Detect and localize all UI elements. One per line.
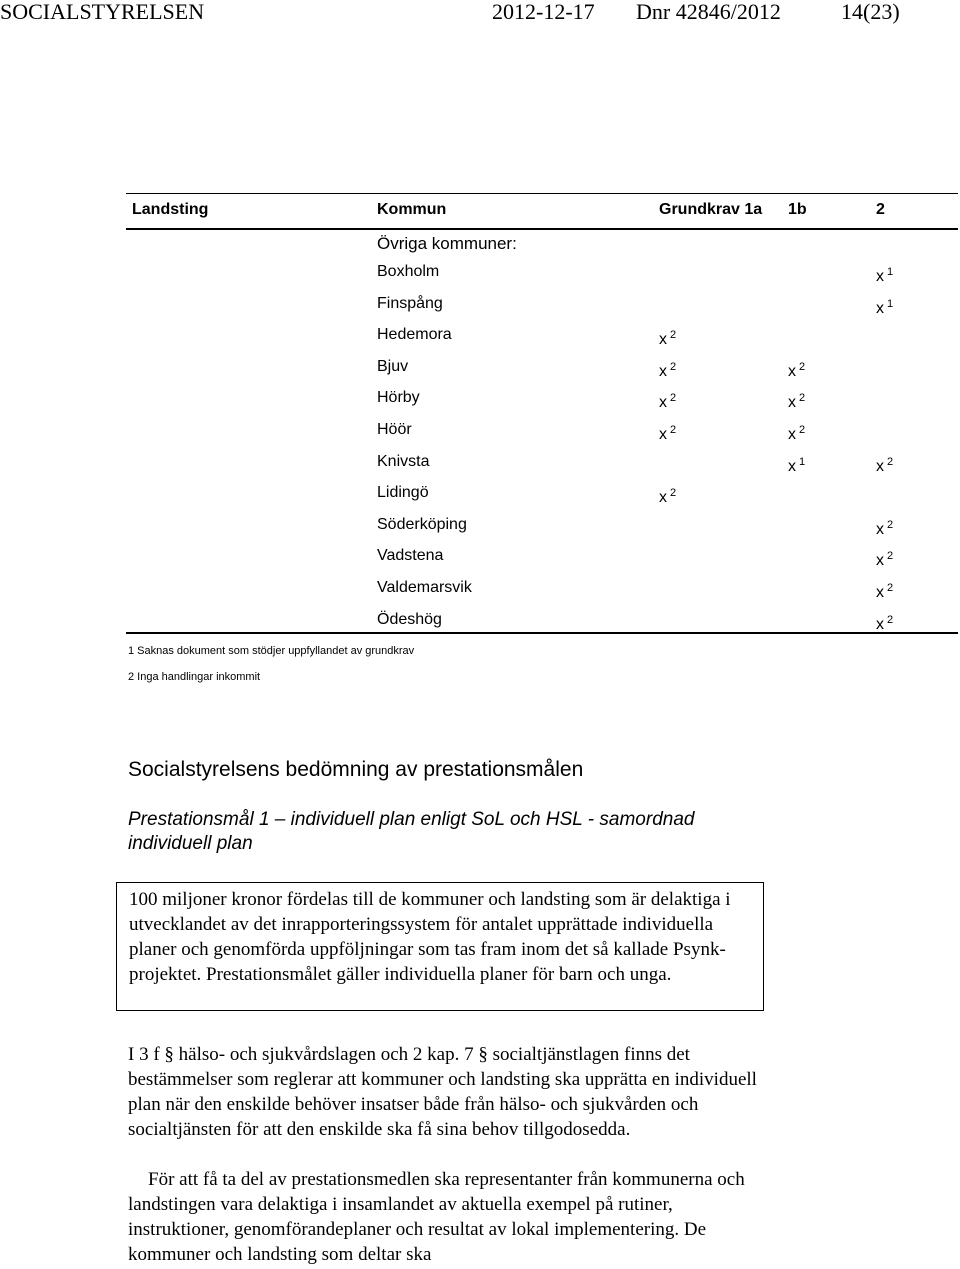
cell-mark: x [659,489,667,506]
cell-footnote-ref: 2 [670,392,677,404]
cell-mark: x [659,426,667,443]
cell-mark: x [788,458,796,475]
cell-mark: x [876,584,884,601]
row-kommun: Hörby [377,389,420,406]
agency-name: SOCIALSTYRELSEN [0,0,205,24]
col-header-kommun: Kommun [377,201,447,218]
cell-footnote-ref: 1 [887,266,894,278]
cell-mark: x [876,616,884,633]
cell-1b [788,420,805,445]
col-header-landsting: Landsting [132,201,209,218]
table-header-rule [126,228,958,230]
document-number: Dnr 42846/2012 [636,0,781,24]
cell-footnote-ref: 2 [887,550,894,562]
summary-box-text: 100 miljoner kronor fördelas till de kommuner och landsting som är delaktiga i utvecklandet av det inrapporteringssystem för antalet upprättade individuella planer och genomförda uppföljningar som tas fram inom det så kallade Psynk-projektet. Prestationsmålet gäller individuella planer för barn och unga. [129,889,731,985]
body-paragraph-1: I 3 f § hälso- och sjukvårdslagen och 2 kap. 7 § socialtjänstlagen finns det bestämmelser som reglerar att kommuner och landsting ska upprätta en individuell plan när den enskilde behöver insatser både från hälso- och sjukvården och socialtjänsten för att den enskilde ska få sina behov tillgodosedda. [128,1044,757,1140]
row-kommun: Vadstena [377,547,444,564]
row-kommun: Ödeshög [377,611,442,628]
cell-footnote-ref: 2 [799,392,806,404]
cell-grundkrav-1a [659,388,676,413]
section-heading: Socialstyrelsens bedömning av prestationsmålen [128,758,584,781]
summary-box [116,882,764,1011]
cell-mark: x [659,363,667,380]
cell-mark: x [876,552,884,569]
cell-footnote-ref: 2 [670,487,677,499]
footnote-1: 1 Saknas dokument som stödjer uppfyllandet av grundkrav [128,645,415,657]
row-kommun: Söderköping [377,516,467,533]
cell-mark: x [788,363,796,380]
cell-footnote-ref: 2 [670,361,677,373]
row-kommun: Lidingö [377,484,429,501]
cell-2 [876,262,893,287]
row-kommun: Höör [377,421,412,438]
page-number: 14(23) [841,0,900,24]
col-header-grundkrav-1a: Grundkrav 1a [659,201,763,218]
cell-2 [876,515,893,540]
cell-footnote-ref: 2 [887,456,894,468]
table-bottom-rule [126,632,958,634]
cell-footnote-ref: 2 [670,329,677,341]
cell-footnote-ref: 2 [887,519,894,531]
cell-1b [788,388,805,413]
cell-mark: x [659,394,667,411]
row-kommun: Valdemarsvik [377,579,472,596]
cell-footnote-ref: 1 [887,298,894,310]
cell-footnote-ref: 2 [799,424,806,436]
row-kommun: Hedemora [377,326,452,343]
footnote-2: 2 Inga handlingar inkommit [128,671,261,683]
cell-mark: x [876,300,884,317]
cell-grundkrav-1a [659,420,676,445]
cell-2 [876,578,893,603]
cell-footnote-ref: 2 [887,582,894,594]
cell-grundkrav-1a [659,483,676,508]
table-top-rule [126,193,958,194]
group-label: Övriga kommuner: [377,234,517,253]
row-kommun: Boxholm [377,263,440,280]
cell-2 [876,294,893,319]
cell-mark: x [876,521,884,538]
cell-mark: x [876,268,884,285]
cell-footnote-ref: 2 [799,361,806,373]
cell-footnote-ref: 1 [799,456,806,468]
cell-footnote-ref: 2 [887,614,894,626]
document-date: 2012-12-17 [492,0,595,24]
col-header-2: 2 [876,201,885,218]
cell-2 [876,546,893,571]
cell-footnote-ref: 2 [670,424,677,436]
row-kommun: Finspång [377,295,443,312]
section-subheading: Prestationsmål 1 – individuell plan enligt SoL och HSL - samordnad individuell plan [128,809,695,854]
cell-1b [788,452,805,477]
cell-2 [876,452,893,477]
cell-mark: x [788,426,796,443]
cell-grundkrav-1a [659,357,676,382]
body-paragraph-2: För att få ta del av prestationsmedlen ska representanter från kommunerna och landstingen vara delaktiga i insamlandet av aktuella exempel på rutiner, instruktioner, genomförandeplaner och resultat av lokal implementering. De kommuner och landsting som deltar ska [128,1169,745,1265]
row-kommun: Knivsta [377,453,430,470]
cell-1b [788,357,805,382]
cell-mark: x [659,331,667,348]
cell-mark: x [788,394,796,411]
col-header-1b: 1b [788,201,807,218]
cell-grundkrav-1a [659,325,676,350]
row-kommun: Bjuv [377,358,409,375]
cell-mark: x [876,458,884,475]
